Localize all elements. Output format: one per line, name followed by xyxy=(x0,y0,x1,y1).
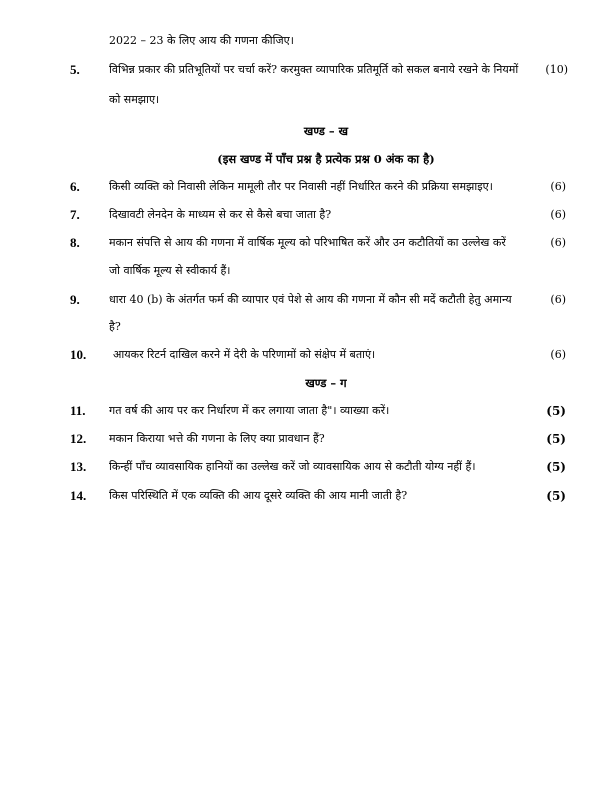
question-marks: (5) xyxy=(546,404,566,418)
question-number: 11. xyxy=(70,403,86,418)
question-marks: (6) xyxy=(550,180,566,193)
question-marks: (5) xyxy=(546,432,566,446)
question-number: 10. xyxy=(70,347,87,362)
question-text: गत वर्ष की आय पर कर निर्धारण में कर लगाया जाता है"। व्याख्या करें। xyxy=(109,404,390,417)
question-text-continued: है? xyxy=(109,320,121,333)
question-text: मकान संपत्ति से आय की गणना में वार्षिक मूल्य को परिभाषित करें और उन कटौतियों का उल्लेख करें xyxy=(109,236,506,249)
question-text-continued: जो वार्षिक मूल्य से स्वीकार्य हैं। xyxy=(109,264,231,277)
section-b-instruction: (इस खण्ड में पाँच प्रश्न है प्रत्येक प्रश्न 0 अंक का है) xyxy=(217,152,435,166)
question-number: 9. xyxy=(70,292,80,307)
question-text-continued: को समझाए। xyxy=(109,93,160,106)
question-number: 6. xyxy=(70,179,80,194)
question-marks: (5) xyxy=(546,460,566,474)
question-number: 5. xyxy=(70,62,80,77)
question-text: मकान किराया भत्ते की गणना के लिए क्या प्रावधान हैं? xyxy=(109,432,325,445)
question-number: 7. xyxy=(70,207,80,222)
question-text: आयकर रिटर्न दाखिल करने में देरी के परिणामों को संक्षेप में बताएं। xyxy=(113,348,376,361)
question-marks: (5) xyxy=(546,489,566,503)
question-text: दिखावटी लेनदेन के माध्यम से कर से कैसे बचा जाता है? xyxy=(109,208,332,221)
continuation-text: 2022 – 23 के लिए आय की गणना कीजिए। xyxy=(109,34,294,47)
question-marks: (6) xyxy=(550,293,566,306)
question-text: विभिन्न प्रकार की प्रतिभूतियों पर चर्चा करें? करमुक्त व्यापारिक प्रतिमूर्ति को सकल बनाये रखने के नियमों xyxy=(109,63,519,76)
section-c-title: खण्ड – ग xyxy=(305,376,347,390)
section-b-title: खण्ड – ख xyxy=(303,124,349,138)
question-text: धारा 40 (b) के अंतर्गत फर्म की व्यापार एवं पेशे से आय की गणना में कौन सी मदें कटौती हेतु अमान्य xyxy=(109,293,512,306)
question-number: 12. xyxy=(70,431,87,446)
question-marks: (6) xyxy=(550,348,566,361)
question-text: किसी व्यक्ति को निवासी लेकिन मामूली तौर पर निवासी नहीं निर्धारित करने की प्रक्रिया समझाइए। xyxy=(109,180,493,193)
question-marks: (6) xyxy=(550,236,566,249)
question-text: किस परिस्थिति में एक व्यक्ति की आय दूसरे व्यक्ति की आय मानी जाती है? xyxy=(109,489,408,502)
question-number: 8. xyxy=(70,235,80,250)
question-number: 14. xyxy=(70,488,87,503)
question-text: किन्हीं पाँच व्यावसायिक हानियों का उल्लेख करें जो व्यावसायिक आय से कटौती योग्य नहीं हैं। xyxy=(109,460,476,473)
question-number: 13. xyxy=(70,459,87,474)
question-marks: (6) xyxy=(550,208,566,221)
question-marks: (10) xyxy=(545,63,568,76)
